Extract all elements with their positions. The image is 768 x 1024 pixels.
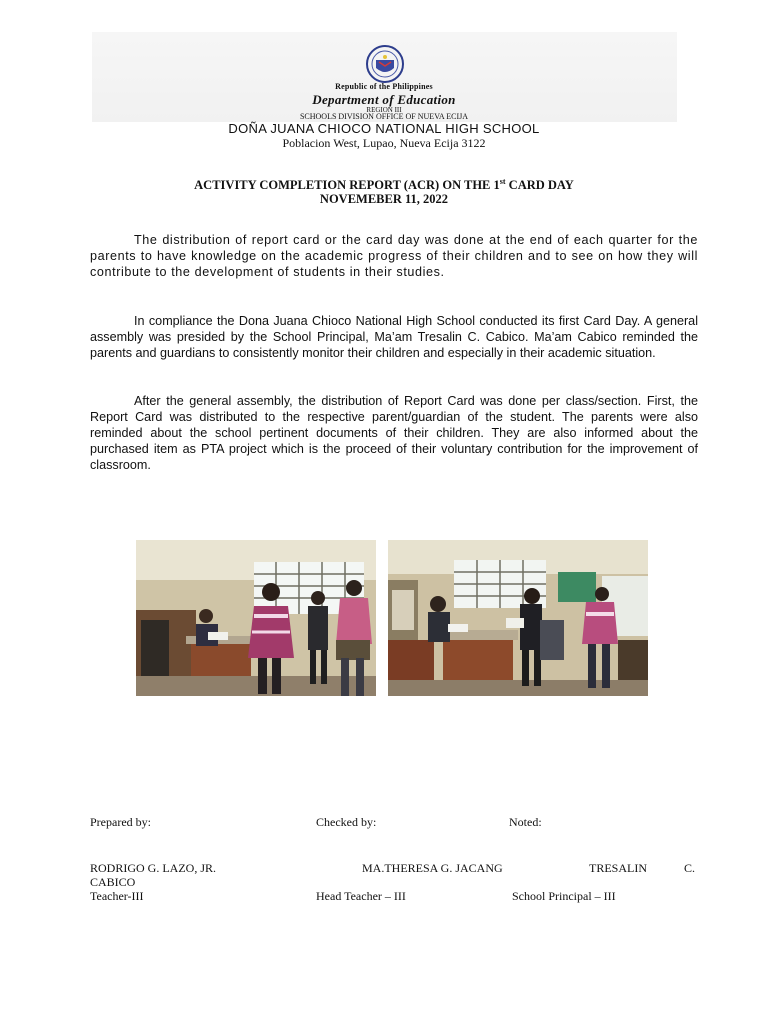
checked-by-name: MA.THERESA G. JACANG: [362, 861, 503, 875]
noted-name-last: CABICO: [90, 875, 136, 889]
report-title: [0, 177, 768, 193]
republic-line: Republic of the Philippines: [335, 82, 433, 91]
card-day-photo-1: [136, 540, 376, 696]
checked-by-position: Head Teacher – III: [316, 889, 406, 903]
school-address: Poblacion West, Lupao, Nueva Ecija 3122: [282, 136, 486, 150]
division-line: SCHOOLS DIVISION OFFICE OF NUEVA ECIJA: [299, 112, 469, 121]
region-line: REGION III: [366, 106, 402, 114]
body-paragraph-1: The distribution of report card or the card day was done at the end of each quarter for the parents to have knowledge on the academic progress of their children and to see on how they will contribute to the development of students in their studies.: [90, 233, 698, 279]
noted-position: School Principal – III: [512, 889, 616, 903]
report-title-suffix: CARD DAY: [505, 178, 574, 193]
checked-by-label: Checked by:: [316, 815, 377, 829]
department-name: Department of Education: [312, 92, 456, 107]
noted-label: Noted:: [509, 815, 542, 829]
card-day-photo-2: [388, 540, 648, 696]
noted-name-first: TRESALIN: [589, 861, 647, 875]
body-paragraph-2: In compliance the Dona Juana Chioco National High School conducted its first Card Day. A general assembly was presided by the School Principal, Ma’am Tresalin C. Cabico. Ma’am Cabico reminded the parents and guardians to consistently monitor their children and especially in their academic situation.: [90, 314, 698, 360]
report-title-superscript: st: [499, 177, 506, 186]
deped-seal-logo: [362, 44, 408, 84]
body-paragraph-3: After the general assembly, the distribution of Report Card was done per class/section. First, the Report Card was distributed to the respective parent/guardian of the student. The parents were also reminded about the school pertinent documents of their children. They are also informed about the purchased item as PTA project which is the proceed of their voluntary contribution for the improvement of classroom.: [90, 394, 698, 472]
report-date: NOVEMEBER 11, 2022: [319, 192, 449, 206]
prepared-by-name: RODRIGO G. LAZO, JR.: [90, 861, 216, 875]
noted-name-initial: C.: [684, 861, 696, 875]
prepared-by-label: Prepared by:: [90, 815, 151, 829]
prepared-by-position: Teacher-III: [90, 889, 144, 903]
school-name: DOÑA JUANA CHIOCO NATIONAL HIGH SCHOOL: [228, 121, 540, 136]
report-title-prefix: ACTIVITY COMPLETION REPORT (ACR) ON THE 1: [194, 178, 500, 193]
